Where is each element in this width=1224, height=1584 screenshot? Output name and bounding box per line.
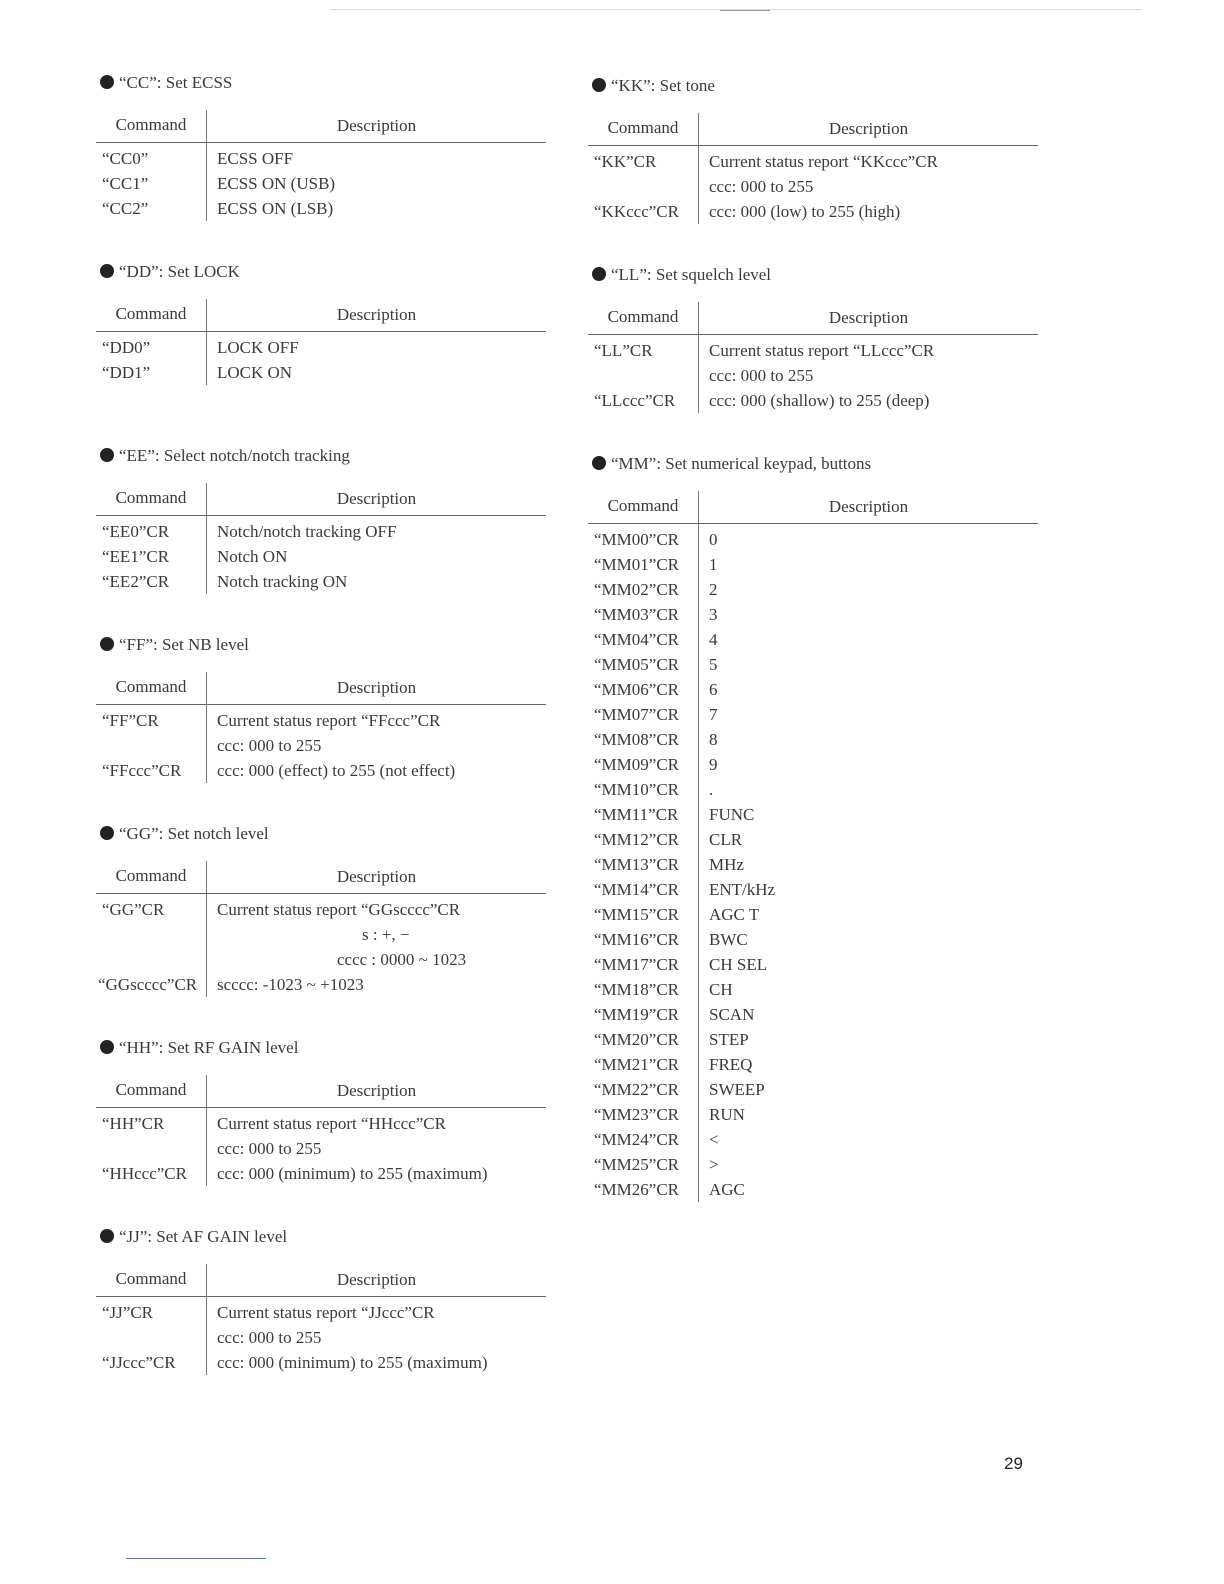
bullet-icon <box>592 267 606 281</box>
table-body <box>96 143 546 221</box>
description-cell: 8 <box>709 730 718 749</box>
top-rule-accent <box>720 10 770 11</box>
command-cell: “MM07”CR <box>594 705 679 724</box>
description-column <box>699 524 1038 1202</box>
description-cell: FREQ <box>709 1055 753 1074</box>
bullet-icon <box>592 456 606 470</box>
command-cell: “CC0” <box>102 149 149 168</box>
description-cell: ECSS OFF <box>217 149 294 168</box>
command-cell: “MM01”CR <box>594 555 679 574</box>
description-cell: ccc: 000 (effect) to 255 (not effect) <box>217 761 456 780</box>
section-gg <box>96 821 546 997</box>
command-cell: “FFccc”CR <box>102 761 182 780</box>
command-cell: “MM17”CR <box>594 955 679 974</box>
command-cell: “MM06”CR <box>594 680 679 699</box>
command-column <box>96 894 207 997</box>
command-cell: “MM19”CR <box>594 1005 679 1024</box>
description-header: Description <box>336 116 417 135</box>
command-cell: “MM08”CR <box>594 730 679 749</box>
command-header: Command <box>588 491 699 523</box>
description-cell: CH SEL <box>709 955 768 974</box>
description-cell: Current status report “GGscccc”CR <box>217 900 461 919</box>
section-heading: “HH”: Set RF GAIN level <box>100 1035 546 1061</box>
command-cell: “MM15”CR <box>594 905 679 924</box>
description-cell: 0 <box>709 530 718 549</box>
command-cell: “HH”CR <box>102 1114 165 1133</box>
command-cell: “FF”CR <box>102 711 159 730</box>
jj-table <box>96 1264 546 1375</box>
description-header: Description <box>336 867 417 886</box>
section-ll <box>588 262 1038 413</box>
right-column <box>588 73 1038 1202</box>
description-cell: ccc: 000 to 255 <box>217 1328 322 1347</box>
command-cell: “MM18”CR <box>594 980 679 999</box>
command-cell <box>588 363 698 388</box>
description-column <box>207 516 546 594</box>
bottom-rule <box>126 1558 266 1559</box>
table-header <box>96 110 546 143</box>
command-cell: “CC1” <box>102 174 149 193</box>
table-body <box>96 332 546 385</box>
description-header: Description <box>336 1081 417 1100</box>
description-column <box>207 894 546 997</box>
section-cc <box>96 70 546 221</box>
description-cell: MHz <box>709 855 744 874</box>
command-header: Command <box>96 861 207 893</box>
command-cell: “MM14”CR <box>594 880 679 899</box>
description-header: Description <box>828 497 909 516</box>
section-heading: “JJ”: Set AF GAIN level <box>100 1224 546 1250</box>
table-body <box>96 894 546 997</box>
description-column <box>207 1297 546 1375</box>
command-cell: “MM10”CR <box>594 780 679 799</box>
description-cell: STEP <box>709 1030 749 1049</box>
description-cell: 1 <box>709 555 718 574</box>
description-cell: ccc: 000 (minimum) to 255 (maximum) <box>217 1164 488 1183</box>
description-cell: ECSS ON (LSB) <box>217 199 334 218</box>
description-cell: LOCK ON <box>217 363 293 382</box>
command-cell <box>96 1325 206 1350</box>
description-cell: AGC <box>709 1180 745 1199</box>
command-header: Command <box>96 483 207 515</box>
description-cell: s : +, − <box>362 925 410 944</box>
command-column <box>96 705 207 783</box>
command-column <box>96 1297 207 1375</box>
description-cell: ccc: 000 (shallow) to 255 (deep) <box>709 391 930 410</box>
table-body <box>588 524 1038 1202</box>
command-cell: “EE2”CR <box>102 572 170 591</box>
description-cell: CH <box>709 980 733 999</box>
description-header: Description <box>336 1270 417 1289</box>
bullet-icon <box>100 826 114 840</box>
description-cell: . <box>709 780 714 799</box>
section-heading: “KK”: Set tone <box>592 73 1038 99</box>
command-cell <box>96 1136 206 1161</box>
description-cell: ccc: 000 to 255 <box>217 1139 322 1158</box>
command-header: Command <box>588 302 699 334</box>
section-kk <box>588 73 1038 224</box>
description-cell: 2 <box>709 580 718 599</box>
description-cell: cccc : 0000 ~ 1023 <box>337 950 467 969</box>
command-cell: “MM26”CR <box>594 1180 679 1199</box>
command-cell: “MM20”CR <box>594 1030 679 1049</box>
bullet-icon <box>592 78 606 92</box>
command-cell: “EE1”CR <box>102 547 170 566</box>
description-cell: Current status report “HHccc”CR <box>217 1114 446 1133</box>
description-cell: Notch/notch tracking OFF <box>217 522 397 541</box>
description-cell: ccc: 000 to 255 <box>709 177 814 196</box>
section-heading: “MM”: Set numerical keypad, buttons <box>592 451 1038 477</box>
description-column <box>207 143 546 221</box>
command-cell: “MM21”CR <box>594 1055 679 1074</box>
bullet-icon <box>100 637 114 651</box>
command-cell: “MM12”CR <box>594 830 679 849</box>
command-cell: “MM24”CR <box>594 1130 679 1149</box>
command-cell: “DD1” <box>102 363 151 382</box>
table-header <box>96 861 546 894</box>
description-cell: 3 <box>709 605 718 624</box>
table-body <box>588 146 1038 224</box>
section-heading: “DD”: Set LOCK <box>100 259 546 285</box>
description-cell: FUNC <box>709 805 755 824</box>
bullet-icon <box>100 264 114 278</box>
command-cell: “GG”CR <box>102 900 165 919</box>
section-ff <box>96 632 546 783</box>
ll-table <box>588 302 1038 413</box>
bullet-icon <box>100 448 114 462</box>
section-heading: “GG”: Set notch level <box>100 821 546 847</box>
description-cell: BWC <box>709 930 748 949</box>
command-cell: “JJ”CR <box>102 1303 153 1322</box>
command-cell: “MM03”CR <box>594 605 679 624</box>
command-cell: “MM16”CR <box>594 930 679 949</box>
command-cell: “MM00”CR <box>594 530 679 549</box>
command-header: Command <box>96 299 207 331</box>
table-header <box>96 1264 546 1297</box>
description-header: Description <box>828 119 909 138</box>
description-cell: Notch tracking ON <box>217 572 348 591</box>
description-cell: Current status report “LLccc”CR <box>709 341 935 360</box>
description-cell: SWEEP <box>709 1080 765 1099</box>
description-cell: 4 <box>709 630 718 649</box>
description-cell: 9 <box>709 755 718 774</box>
description-column <box>207 1108 546 1186</box>
bullet-icon <box>100 1229 114 1243</box>
command-cell: “MM13”CR <box>594 855 679 874</box>
ff-table <box>96 672 546 783</box>
command-cell: “MM11”CR <box>594 805 679 824</box>
ee-table <box>96 483 546 594</box>
table-body <box>96 1108 546 1186</box>
description-cell: ccc: 000 (low) to 255 (high) <box>709 202 901 221</box>
table-header <box>96 483 546 516</box>
description-header: Description <box>336 489 417 508</box>
command-column <box>588 335 699 413</box>
description-cell: ccc: 000 to 255 <box>709 366 814 385</box>
command-cell: “HHccc”CR <box>102 1164 187 1183</box>
description-header: Description <box>336 305 417 324</box>
description-cell: ECSS ON (USB) <box>217 174 336 193</box>
command-cell <box>96 947 206 972</box>
description-cell: > <box>709 1155 719 1174</box>
command-cell: “MM22”CR <box>594 1080 679 1099</box>
command-cell <box>96 733 206 758</box>
section-heading: “CC”: Set ECSS <box>100 70 546 96</box>
table-header <box>96 1075 546 1108</box>
cc-table <box>96 110 546 221</box>
bullet-icon <box>100 1040 114 1054</box>
description-cell: CLR <box>709 830 743 849</box>
section-ee <box>96 443 546 594</box>
description-cell: AGC T <box>709 905 760 924</box>
command-cell: “CC2” <box>102 199 149 218</box>
command-column <box>588 146 699 224</box>
command-header: Command <box>588 113 699 145</box>
command-cell <box>96 922 206 947</box>
command-header: Command <box>96 672 207 704</box>
hh-table <box>96 1075 546 1186</box>
section-heading: “EE”: Select notch/notch tracking <box>100 443 546 469</box>
command-header: Command <box>96 110 207 142</box>
command-cell: “DD0” <box>102 338 151 357</box>
dd-table <box>96 299 546 385</box>
table-body <box>588 335 1038 413</box>
description-cell: Current status report “FFccc”CR <box>217 711 441 730</box>
description-cell: < <box>709 1130 719 1149</box>
section-heading: “LL”: Set squelch level <box>592 262 1038 288</box>
description-cell: 5 <box>709 655 718 674</box>
table-header <box>588 302 1038 335</box>
table-header <box>588 491 1038 524</box>
table-body <box>96 705 546 783</box>
section-hh <box>96 1035 546 1186</box>
command-cell: “MM25”CR <box>594 1155 679 1174</box>
command-cell: “LL”CR <box>594 341 653 360</box>
description-cell: RUN <box>709 1105 745 1124</box>
table-header <box>588 113 1038 146</box>
command-cell: “LLccc”CR <box>594 391 676 410</box>
description-cell: Current status report “JJccc”CR <box>217 1303 435 1322</box>
command-header: Command <box>96 1075 207 1107</box>
command-cell: “MM02”CR <box>594 580 679 599</box>
mm-table <box>588 491 1038 1202</box>
command-column <box>96 143 207 221</box>
command-cell: “MM04”CR <box>594 630 679 649</box>
command-cell <box>588 174 698 199</box>
description-header: Description <box>336 678 417 697</box>
description-cell: Notch ON <box>217 547 288 566</box>
description-column <box>699 335 1038 413</box>
command-column <box>96 516 207 594</box>
command-cell: “GGscccc”CR <box>98 975 198 994</box>
left-column <box>96 70 546 1375</box>
section-jj <box>96 1224 546 1375</box>
description-cell: scccc: -1023 ~ +1023 <box>217 975 364 994</box>
table-body <box>96 516 546 594</box>
description-cell: ccc: 000 (minimum) to 255 (maximum) <box>217 1353 488 1372</box>
command-cell: “MM23”CR <box>594 1105 679 1124</box>
description-column <box>699 146 1038 224</box>
description-column <box>207 332 546 385</box>
description-cell: ccc: 000 to 255 <box>217 736 322 755</box>
table-header <box>96 299 546 332</box>
command-cell: “EE0”CR <box>102 522 170 541</box>
command-cell: “MM05”CR <box>594 655 679 674</box>
gg-table <box>96 861 546 997</box>
command-column <box>96 332 207 385</box>
command-header: Command <box>96 1264 207 1296</box>
description-cell: LOCK OFF <box>217 338 299 357</box>
page-number: 29 <box>1004 1454 1023 1473</box>
section-dd <box>96 259 546 385</box>
command-cell: “JJccc”CR <box>102 1353 176 1372</box>
command-cell: “KK”CR <box>594 152 657 171</box>
command-cell: “MM09”CR <box>594 755 679 774</box>
command-cell: “KKccc”CR <box>594 202 679 221</box>
bullet-icon <box>100 75 114 89</box>
description-cell: 6 <box>709 680 718 699</box>
kk-table <box>588 113 1038 224</box>
description-cell: 7 <box>709 705 718 724</box>
table-header <box>96 672 546 705</box>
description-cell: Current status report “KKccc”CR <box>709 152 938 171</box>
section-heading: “FF”: Set NB level <box>100 632 546 658</box>
description-cell: ENT/kHz <box>709 880 776 899</box>
description-cell: SCAN <box>709 1005 755 1024</box>
command-column <box>588 524 699 1202</box>
description-header: Description <box>828 308 909 327</box>
command-column <box>96 1108 207 1186</box>
table-body <box>96 1297 546 1375</box>
description-column <box>207 705 546 783</box>
section-mm <box>588 451 1038 1202</box>
